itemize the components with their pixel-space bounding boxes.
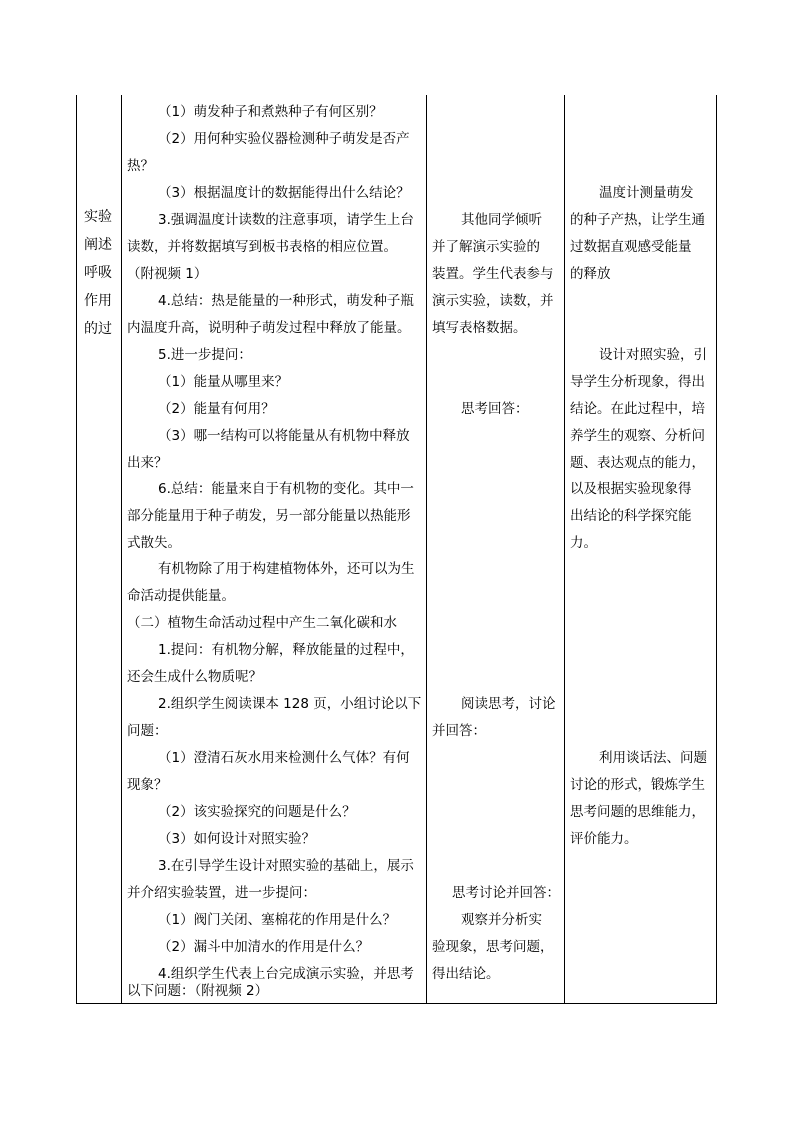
teacher-line: 内温度升高，说明种子萌发过程中释放了能量。: [127, 320, 411, 336]
teacher-line: 1.提问：有机物分解，释放能量的过程中，: [158, 642, 414, 658]
student-line: 思考回答：: [461, 401, 529, 417]
student-line: 装置。学生代表参与: [432, 266, 554, 282]
student-line: 思考讨论并回答：: [452, 885, 560, 901]
intent-line: 讨论的形式，锻炼学生: [570, 777, 705, 793]
teacher-line: 现象？: [127, 777, 168, 793]
stage-label-line: 的过: [84, 321, 112, 337]
teacher-line: （2）能量有何用？: [158, 401, 275, 417]
intent-line: 设计对照实验，引: [599, 347, 707, 363]
teacher-line: 问题：: [127, 723, 168, 739]
teacher-line: 3.强调温度计读数的注意事项，请学生上台: [158, 212, 414, 228]
teacher-line: （1）阀门关闭、塞棉花的作用是什么？: [158, 912, 397, 928]
student-line: 并回答：: [432, 723, 486, 739]
student-line: 并了解演示实验的: [432, 239, 540, 255]
intent-line: 力。: [570, 535, 597, 551]
teacher-line: （1）澄清石灰水用来检测什么气体？有何: [158, 750, 410, 766]
teacher-line: （2）用何种实验仪器检测种子萌发是否产: [158, 131, 410, 147]
table-divider-1: [121, 95, 122, 1004]
teacher-line: （3）根据温度计的数据能得出什么结论？: [158, 185, 410, 201]
intent-line: 思考问题的思维能力，: [570, 804, 705, 820]
teacher-line: 5.进一步提问：: [158, 347, 252, 363]
teacher-line: 出来？: [127, 455, 168, 471]
stage-label-line: 阐述: [84, 237, 112, 253]
teacher-line: （2）该实验探究的问题是什么？: [158, 804, 356, 820]
teacher-line: 并介绍实验装置，进一步提问：: [127, 885, 316, 901]
student-line: 观察并分析实: [461, 912, 542, 928]
teacher-line: （2）漏斗中加清水的作用是什么？: [158, 939, 370, 955]
table-divider-3: [564, 95, 565, 1004]
teacher-line: 4.组织学生代表上台完成演示实验，并思考: [158, 966, 414, 982]
teacher-line: 还会生成什么物质呢？: [127, 669, 262, 685]
stage-label: [84, 203, 114, 343]
intent-line: 结论。在此过程中，培: [570, 401, 705, 417]
intent-line: 出结论的科学探究能: [570, 508, 692, 524]
intent-line: 导学生分析现象，得出: [570, 374, 705, 390]
teacher-line: 命活动提供能量。: [127, 588, 235, 604]
intent-line: 的释放: [570, 266, 611, 282]
teacher-line: 3.在引导学生设计对照实验的基础上，展示: [158, 858, 414, 874]
intent-line: 评价能力。: [570, 831, 638, 847]
section-heading: （二）植物生命活动过程中产生二氧化碳和水: [127, 615, 397, 631]
teacher-line: 4.总结：热是能量的一种形式，萌发种子瓶: [158, 293, 414, 309]
student-line: 验现象，思考问题，: [432, 939, 554, 955]
student-line: 阅读思考，讨论: [461, 696, 556, 712]
intent-line: 题、表达观点的能力，: [570, 455, 705, 471]
student-line: 得出结论。: [432, 966, 500, 982]
intent-line: 的种子产热，让学生通: [570, 212, 705, 228]
intent-line: 过数据直观感受能量: [570, 239, 692, 255]
intent-line: 温度计测量萌发: [599, 185, 694, 201]
teacher-line: 读数，并将数据填写到板书表格的相应位置。: [127, 239, 397, 255]
teacher-line: 热？: [127, 158, 154, 174]
stage-label-line: 作用: [84, 293, 112, 309]
teacher-line: 部分能量用于种子萌发，另一部分能量以热能形: [127, 508, 411, 524]
teacher-line: 6.总结：能量来自于有机物的变化。其中一: [158, 481, 414, 497]
teacher-line: 式散失。: [127, 535, 181, 551]
intent-line: 以及根据实验现象得: [570, 481, 692, 497]
table-border-right: [716, 95, 717, 1004]
stage-label-line: 实验: [84, 209, 112, 225]
teacher-line: 以下问题：（附视频 2）: [127, 983, 269, 999]
teacher-line: 有机物除了用于构建植物体外，还可以为生: [158, 561, 415, 577]
teacher-line: （附视频 1）: [127, 266, 208, 282]
teacher-line: （3）如何设计对照实验？: [158, 831, 316, 847]
table-divider-2: [426, 95, 427, 1004]
teacher-line: （1）萌发种子和煮熟种子有何区别？: [158, 104, 383, 120]
table-border-left: [76, 95, 77, 1004]
teacher-line: （3）哪一结构可以将能量从有机物中释放: [158, 428, 410, 444]
student-line: 填写表格数据。: [432, 320, 527, 336]
stage-label-line: 呼吸: [84, 265, 112, 281]
teacher-line: （1）能量从哪里来？: [158, 374, 289, 390]
student-line: 演示实验，读数，并: [432, 293, 554, 309]
teacher-line: 2.组织学生阅读课本 128 页，小组讨论以下: [158, 696, 422, 712]
student-line: 其他同学倾听: [461, 212, 542, 228]
intent-line: 利用谈话法、问题: [599, 750, 707, 766]
intent-line: 养学生的观察、分析问: [570, 428, 705, 444]
